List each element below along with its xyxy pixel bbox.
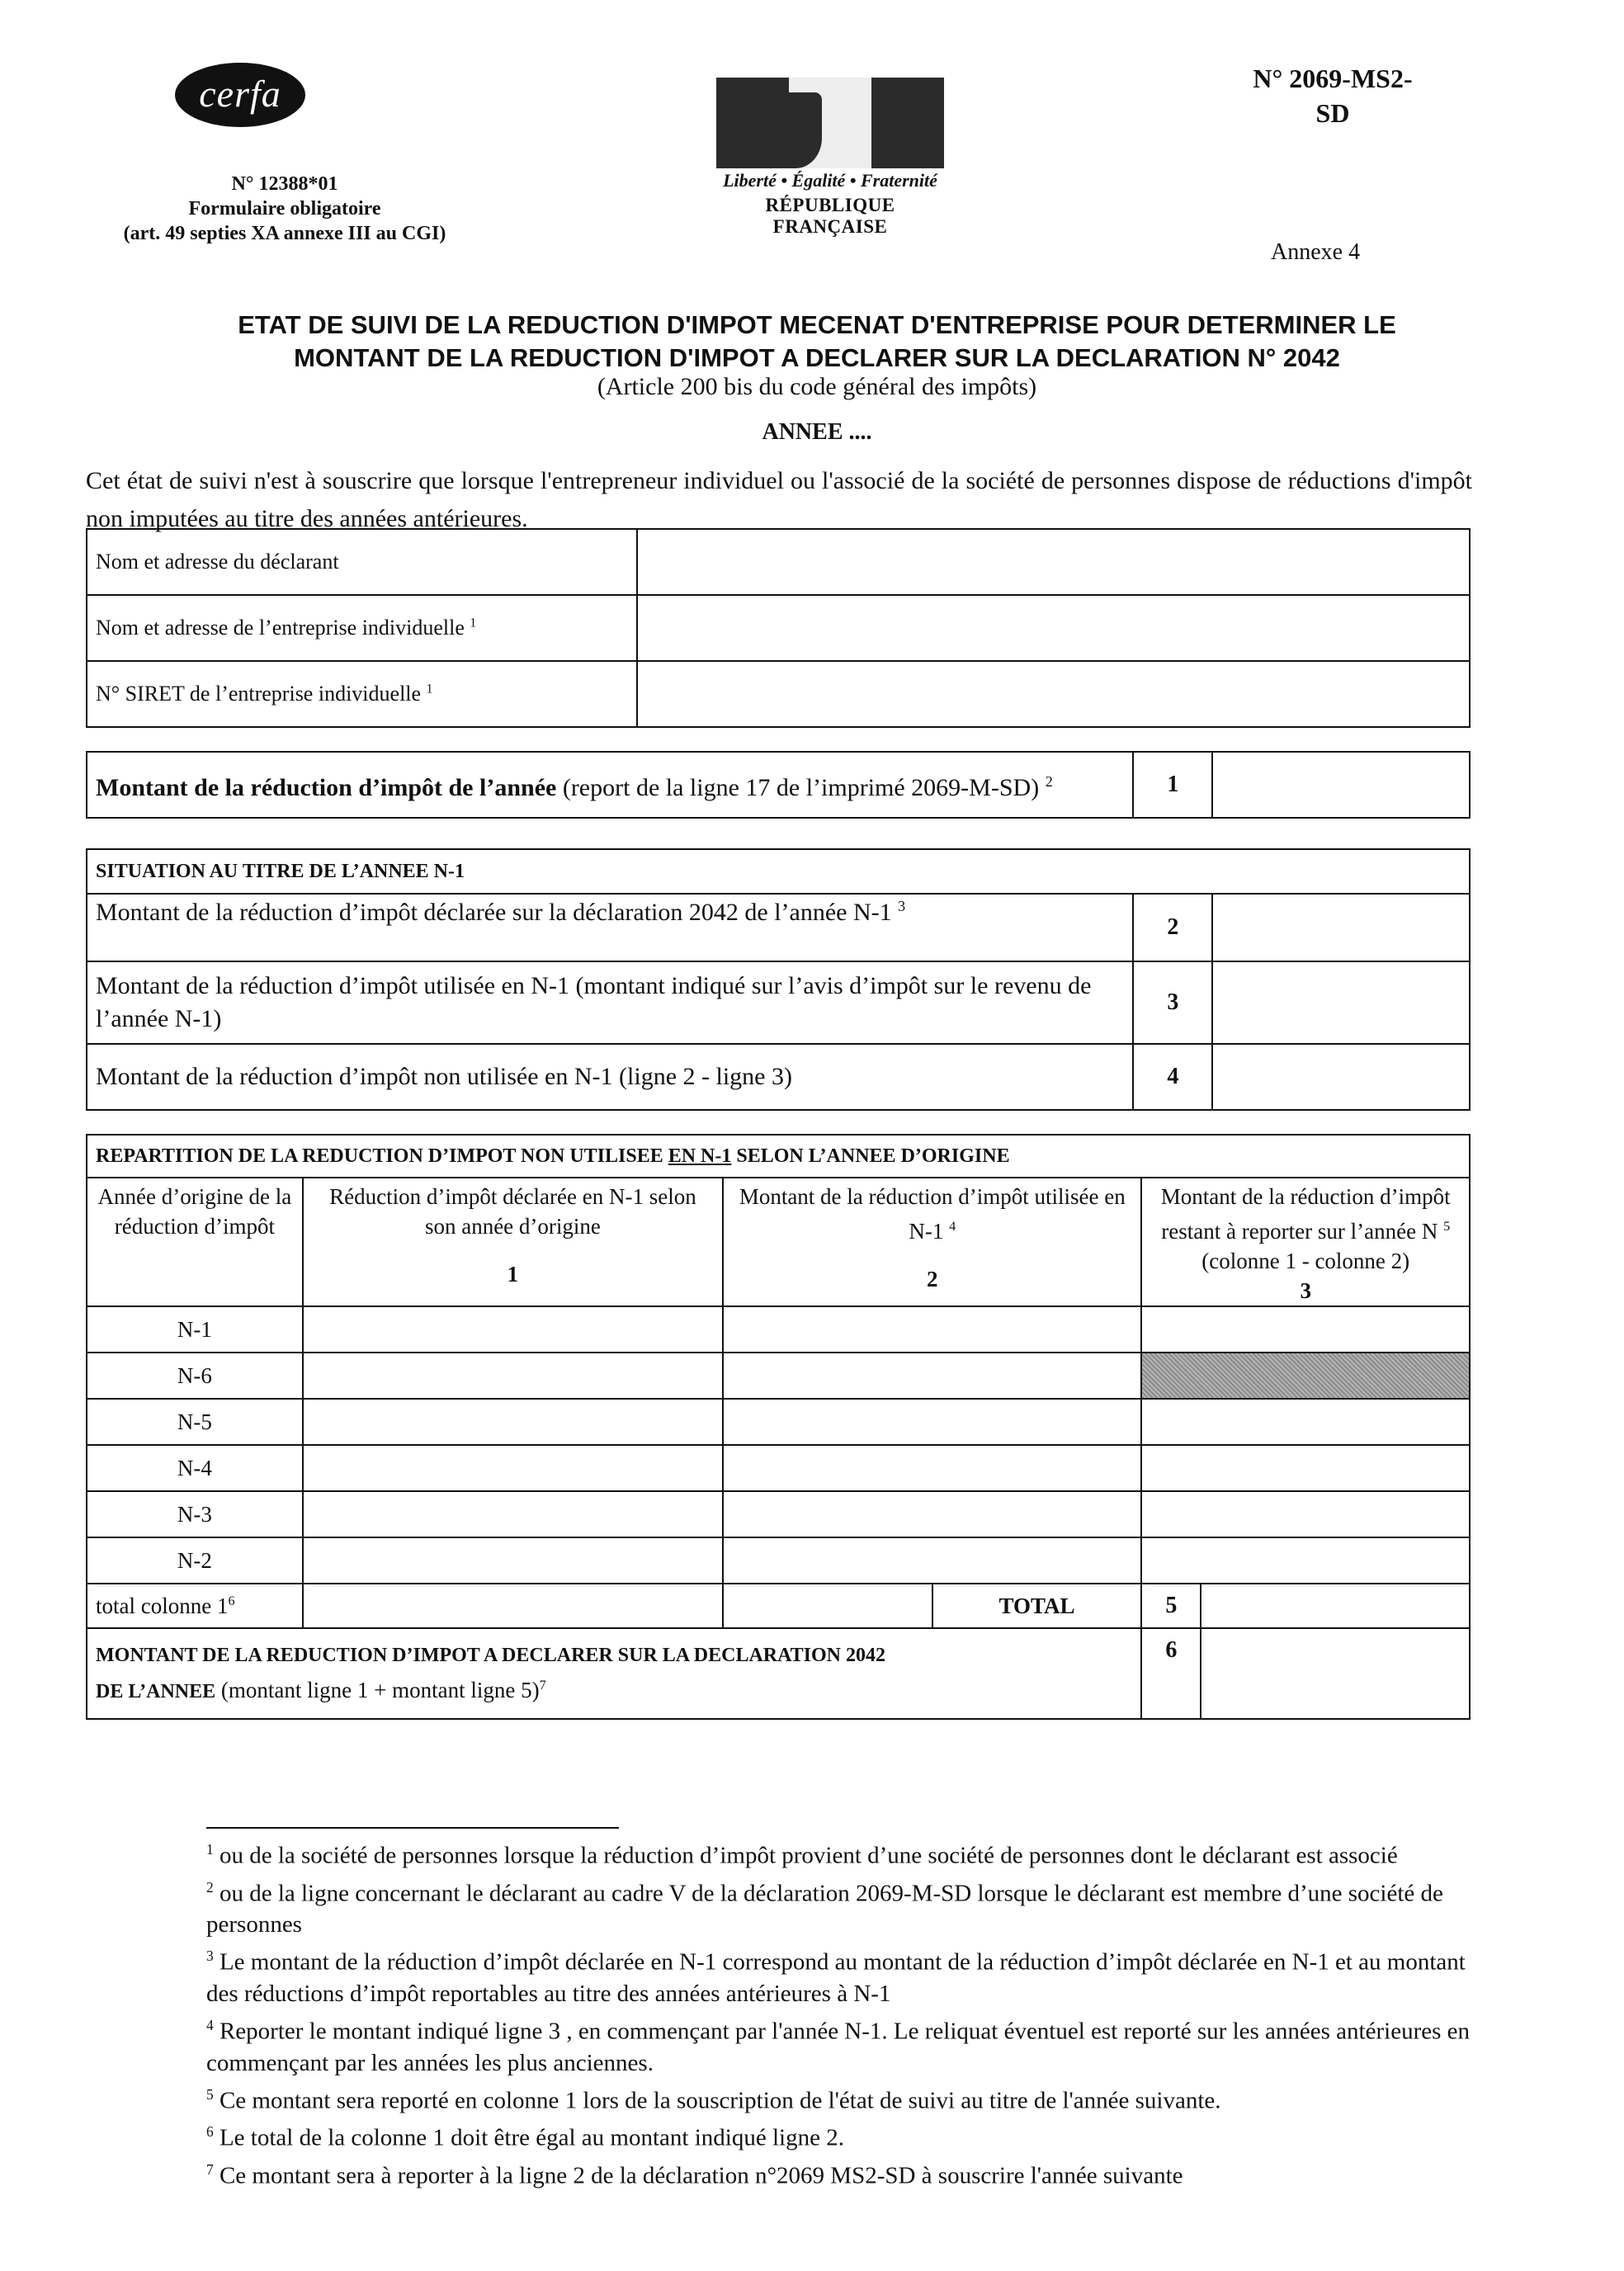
table-row: [87, 1178, 1470, 1306]
document-code-line1: N° 2069-MS2-: [1253, 64, 1413, 93]
line-4-number: 4: [1133, 1044, 1212, 1110]
intro-paragraph: Cet état de suivi n'est à souscrire que lorsque l'entrepreneur individuel ou l'associé de la société de personnes dispose de réductions d'impôt non imputées au titre des années antérieures.: [86, 467, 1472, 532]
table-row: [87, 1399, 1470, 1445]
col2-field[interactable]: [723, 1399, 1141, 1445]
col2-field[interactable]: [723, 1491, 1141, 1537]
table-row: [87, 1044, 1470, 1110]
footnote: $^7$ Ce montant sera à reporter à la ligne 2 de la déclaration n°2069 MS2-SD à souscrire l'année suivante: [206, 2160, 1183, 2189]
col3-field[interactable]: [1141, 1399, 1470, 1445]
col-header-origin-year: Année d’origine de la réduction d’impôt: [87, 1178, 303, 1306]
table-row: [87, 1628, 1470, 1719]
col3-field[interactable]: [1141, 1306, 1470, 1353]
line-6-number: 6: [1141, 1628, 1201, 1719]
origin-year-label: N-6: [87, 1353, 303, 1399]
form-legal-reference: (art. 49 septies XA annexe III au CGI): [123, 223, 446, 244]
entreprise-field[interactable]: [637, 595, 1470, 661]
line-3-label: Montant de la réduction d’impôt utilisée en N-1 (montant indiqué sur l’avis d’impôt sur le revenu de l’année N-1): [87, 961, 1133, 1044]
total-col1-field[interactable]: [303, 1584, 723, 1628]
col-header-remaining: Montant de la réduction d’impôt restant à reporter sur l’année N $^5$ (colonne 1 - colonne 2) 3: [1141, 1178, 1470, 1306]
title-line-2: MONTANT DE LA REDUCTION D'IMPOT A DECLARER SUR LA DECLARATION N° 2042: [294, 343, 1340, 372]
line-4-field[interactable]: [1212, 1044, 1470, 1110]
col2-field[interactable]: [723, 1353, 1141, 1399]
entreprise-label: Nom et adresse de l’entreprise individuelle $^1$: [87, 595, 637, 661]
col3-field: [1141, 1353, 1470, 1399]
origin-year-label: N-5: [87, 1399, 303, 1445]
origin-year-label: N-2: [87, 1537, 303, 1584]
table-row: [87, 661, 1470, 727]
total-col-label: total colonne $1^6$: [87, 1584, 303, 1628]
table-row: [87, 1584, 1470, 1628]
siret-label: N° SIRET de l’entreprise individuelle $^1$: [87, 661, 637, 727]
col1-field[interactable]: [303, 1306, 723, 1353]
table-row: [87, 529, 1470, 595]
line-1-field[interactable]: [1212, 752, 1470, 818]
table-row: [87, 1445, 1470, 1491]
table-row: [87, 1135, 1470, 1178]
col2-field[interactable]: [723, 1306, 1141, 1353]
origin-year-label: N-1: [87, 1306, 303, 1353]
rf-name: RÉPUBLIQUE FRANÇAISE: [765, 195, 895, 237]
line-5-number: 5: [1141, 1584, 1201, 1628]
form-number: N° 12388*01: [231, 173, 338, 195]
footnotes: [206, 1834, 1477, 2192]
year-label: ANNEE ....: [762, 419, 872, 445]
origin-year-label: N-3: [87, 1491, 303, 1537]
col2-field[interactable]: [723, 1537, 1141, 1584]
document-code-line2: SD: [1315, 98, 1350, 128]
annual-reduction-table: [86, 751, 1471, 819]
col3-field[interactable]: [1141, 1445, 1470, 1491]
cerfa-logo: cerfa: [175, 63, 305, 127]
line-1-number: 1: [1133, 752, 1212, 818]
annexe-label: Annexe 4: [1271, 239, 1361, 265]
col1-field[interactable]: [303, 1445, 723, 1491]
footnote: $^2$ ou de la ligne concernant le déclarant au cadre V de la déclaration 2069-M-SD lorsque le déclarant est membre d’une société de personnes: [206, 1878, 1443, 1938]
repartition-table: [86, 1134, 1471, 1720]
line-5-field[interactable]: [1201, 1584, 1470, 1628]
table-row: [87, 1353, 1470, 1399]
col3-field[interactable]: [1141, 1491, 1470, 1537]
table-row: [87, 894, 1470, 961]
line-3-number: 3: [1133, 961, 1212, 1044]
footnote: $^3$ Le montant de la réduction d’impôt déclarée en N-1 correspond au montant de la réduction d’impôt déclarée en N-1 et au montant des réductions d’impôt reportables au titre des années antérieures à N-1: [206, 1948, 1466, 2007]
line-1-label: Montant de la réduction d’impôt de l’année (report de la ligne 17 de l’imprimé 2069-M-SD) $^2$: [87, 752, 1133, 818]
marianne-emblem: [716, 78, 944, 168]
rf-motto: Liberté • Égalité • Fraternité: [723, 170, 937, 191]
footnote: $^4$ Reporter le montant indiqué ligne 3 , en commençant par l'année N-1. Le reliquat éventuel est reporté sur les années antérieures en commençant par les années les plus anciennes.: [206, 2016, 1471, 2076]
line-4-label: Montant de la réduction d’impôt non utilisée en N-1 (ligne 2 - ligne 3): [87, 1044, 1133, 1110]
col2-field[interactable]: [723, 1445, 1141, 1491]
table-row: [87, 595, 1470, 661]
line-2-label: Montant de la réduction d’impôt déclarée sur la déclaration 2042 de l’année N-1 $^3$: [87, 894, 1133, 961]
line-6-label: MONTANT DE LA REDUCTION D’IMPOT A DECLARER SUR LA DECLARATION 2042 DE L’ANNEE (montant ligne 1 + montant ligne 5)$^7$: [87, 1628, 1141, 1719]
footnote: $^5$ Ce montant sera reporté en colonne 1 lors de la souscription de l'état de suivi au titre de l'année suivante.: [206, 2085, 1221, 2114]
table-row: [87, 961, 1470, 1044]
identity-table: [86, 528, 1471, 728]
footnote: $^6$ Le total de la colonne 1 doit être égal au montant indiqué ligne 2.: [206, 2123, 844, 2151]
table-row: [87, 1491, 1470, 1537]
declarant-field[interactable]: [637, 529, 1470, 595]
table-row: [87, 1306, 1470, 1353]
siret-field[interactable]: [637, 661, 1470, 727]
republique-francaise-logo: [716, 78, 944, 237]
line-3-field[interactable]: [1212, 961, 1470, 1044]
page-subtitle: (Article 200 bis du code général des impôts): [597, 373, 1037, 400]
line-2-field[interactable]: [1212, 894, 1470, 961]
origin-year-label: N-4: [87, 1445, 303, 1491]
declarant-label: Nom et adresse du déclarant: [87, 529, 637, 595]
col1-field[interactable]: [303, 1537, 723, 1584]
footnote-separator: [206, 1827, 619, 1829]
form-status: Formulaire obligatoire: [188, 198, 381, 220]
repartition-title: REPARTITION DE LA REDUCTION D’IMPOT NON UTILISEE EN N-1 SELON L’ANNEE D’ORIGINE: [87, 1135, 1470, 1178]
col1-field[interactable]: [303, 1399, 723, 1445]
situation-table: [86, 848, 1471, 1111]
table-row: [87, 849, 1470, 894]
situation-title: SITUATION AU TITRE DE L’ANNEE N-1: [87, 849, 1470, 894]
table-row: [87, 1537, 1470, 1584]
total-spacer: [723, 1584, 932, 1628]
table-row: [87, 752, 1470, 818]
title-line-1: ETAT DE SUIVI DE LA REDUCTION D'IMPOT MECENAT D'ENTREPRISE POUR DETERMINER LE: [238, 310, 1396, 339]
col3-field[interactable]: [1141, 1537, 1470, 1584]
line-2-number: 2: [1133, 894, 1212, 961]
footnote: $^1$ ou de la société de personnes lorsque la réduction d’impôt provient d’une société de personnes dont le déclarant est associé: [206, 1841, 1398, 1869]
page-title: [165, 309, 1469, 375]
col-header-declared: Réduction d’impôt déclarée en N-1 selon son année d’origine 1: [303, 1178, 723, 1306]
col-header-used: Montant de la réduction d’impôt utilisée en N-1 $^4$ 2: [723, 1178, 1141, 1306]
line-6-field[interactable]: [1201, 1628, 1470, 1719]
total-label: TOTAL: [932, 1584, 1142, 1628]
col1-field[interactable]: [303, 1491, 723, 1537]
document-code: [1230, 61, 1436, 130]
col1-field[interactable]: [303, 1353, 723, 1399]
